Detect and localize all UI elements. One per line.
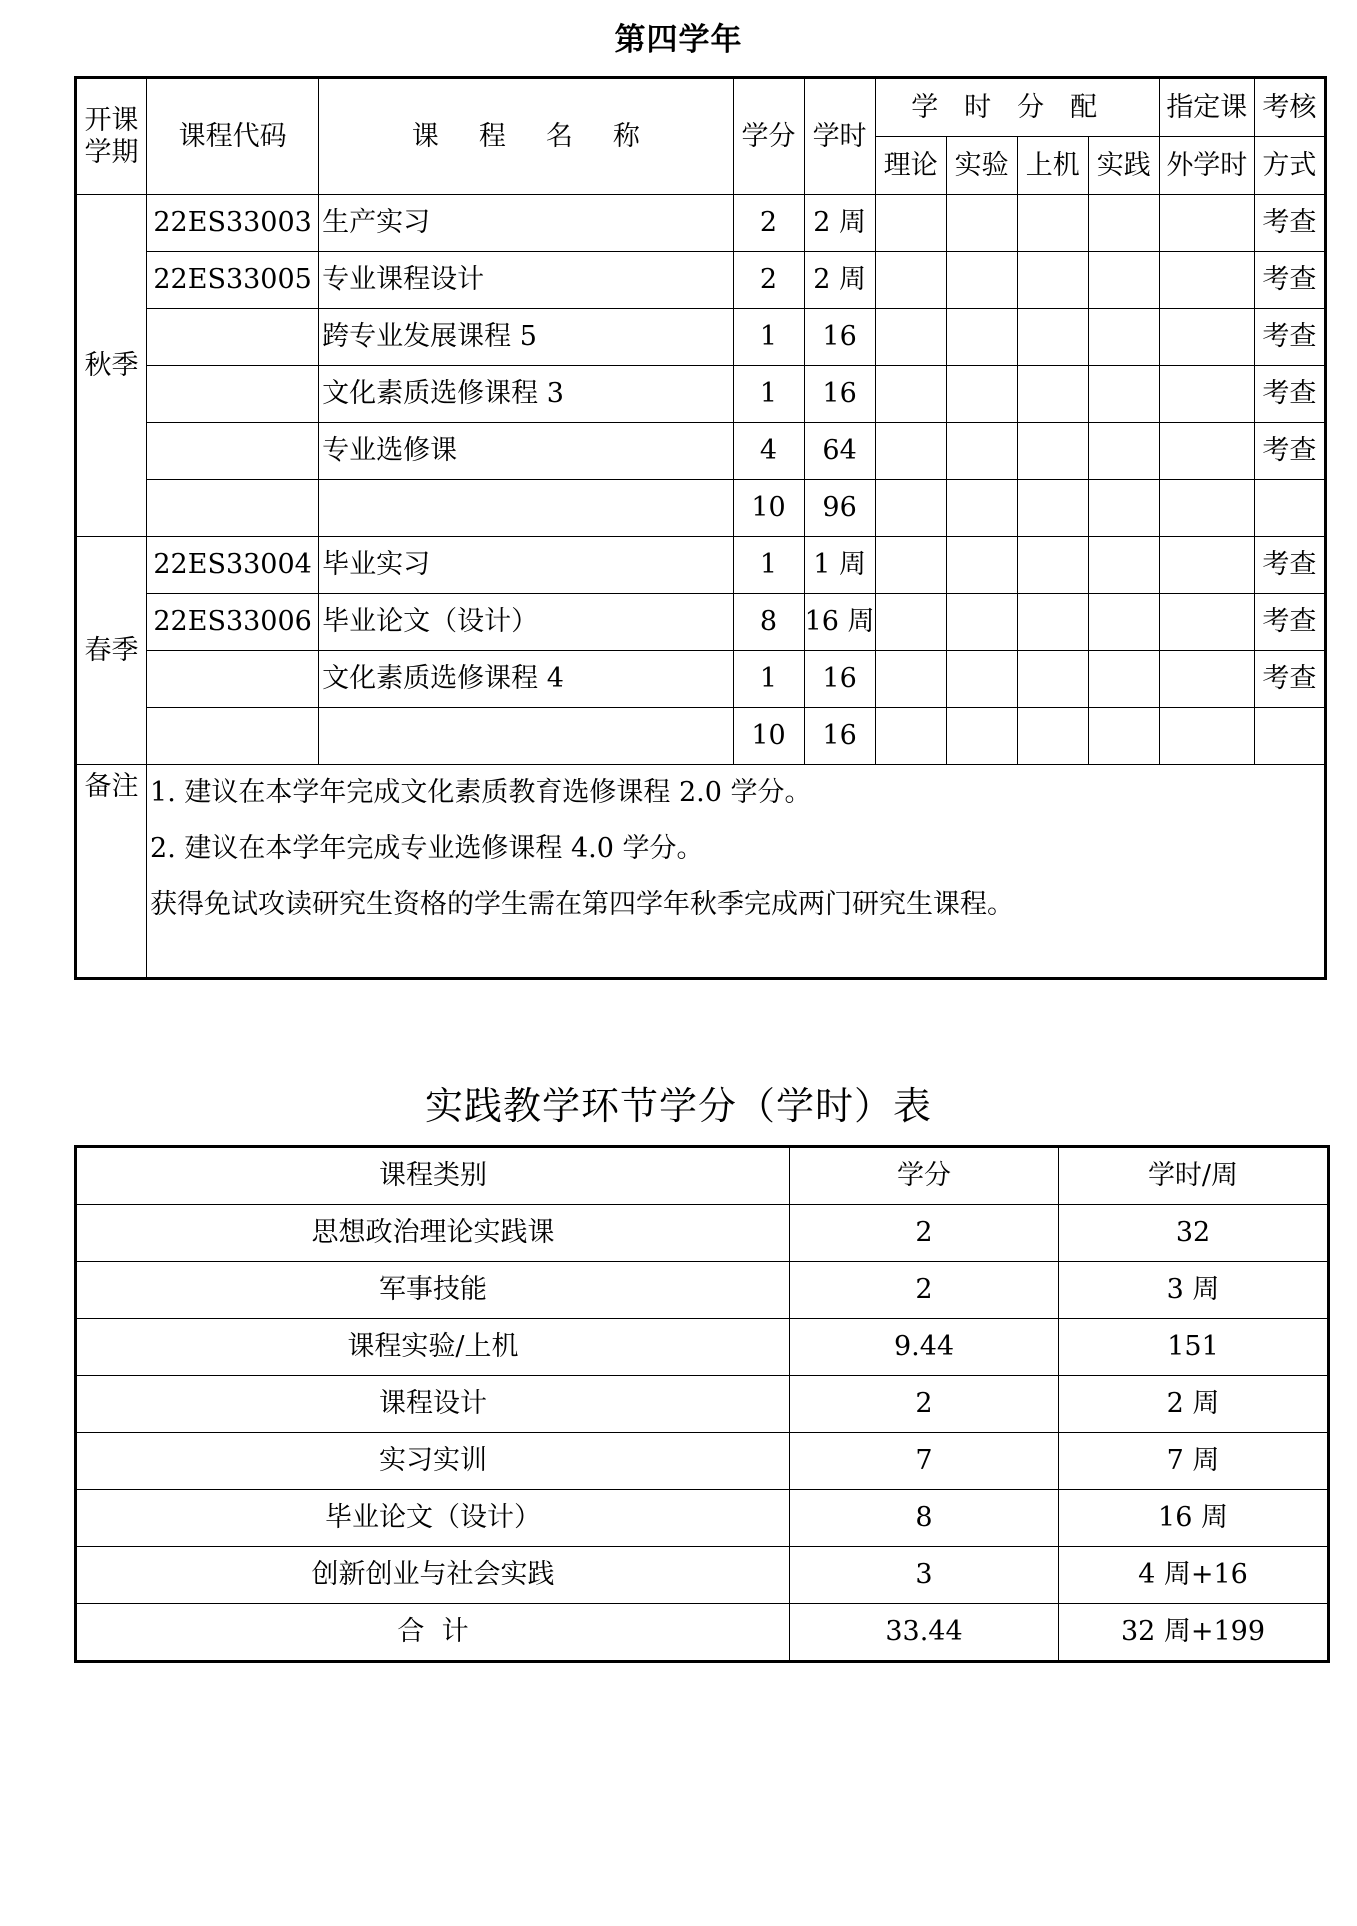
header-hours: 学时 xyxy=(804,78,875,195)
table-row xyxy=(76,651,1326,708)
course-credits: 1 xyxy=(733,651,804,708)
header-assigned-line2: 外学时 xyxy=(1159,137,1254,195)
course-exam: 考查 xyxy=(1254,195,1325,252)
category: 思想政治理论实践课 xyxy=(76,1205,790,1262)
category: 军事技能 xyxy=(76,1262,790,1319)
table-row xyxy=(76,1205,1329,1262)
semester-spring: 春季 xyxy=(76,537,147,765)
total-credits: 33.44 xyxy=(790,1604,1059,1662)
notes-row xyxy=(76,765,1326,822)
header-computer: 上机 xyxy=(1017,137,1088,195)
year-title: 第四学年 xyxy=(614,22,743,58)
hours: 151 xyxy=(1059,1319,1329,1376)
course-code: 22ES33006 xyxy=(147,594,319,651)
header-credits: 学分 xyxy=(790,1147,1059,1205)
credits: 2 xyxy=(790,1262,1059,1319)
semester-autumn: 秋季 xyxy=(76,195,147,537)
total-hours: 32 周+199 xyxy=(1059,1604,1329,1662)
credits: 2 xyxy=(790,1376,1059,1433)
table-row xyxy=(76,309,1326,366)
table-row xyxy=(76,1490,1329,1547)
header-course-code: 课程代码 xyxy=(147,78,319,195)
course-hours: 16 xyxy=(804,309,875,366)
table-row xyxy=(76,1319,1329,1376)
course-credits: 8 xyxy=(733,594,804,651)
table-row xyxy=(76,252,1326,309)
credits: 2 xyxy=(790,1205,1059,1262)
course-code: 22ES33004 xyxy=(147,537,319,594)
course-exam: 考查 xyxy=(1254,651,1325,708)
category: 毕业论文（设计） xyxy=(76,1490,790,1547)
table-row xyxy=(76,594,1326,651)
course-hours: 64 xyxy=(804,423,875,480)
fourth-year-course-table xyxy=(74,76,1327,980)
autumn-subtotal-row xyxy=(76,480,1326,537)
course-name: 跨专业发展课程 5 xyxy=(319,309,733,366)
course-code xyxy=(147,423,319,480)
practice-credits-table xyxy=(74,1145,1330,1663)
hours: 2 周 xyxy=(1059,1376,1329,1433)
note-2: 2. 建议在本学年完成专业选修课程 4.0 学分。 xyxy=(147,821,1326,877)
course-hours: 16 xyxy=(804,366,875,423)
total-row xyxy=(76,1604,1329,1662)
header-experiment: 实验 xyxy=(946,137,1017,195)
category: 创新创业与社会实践 xyxy=(76,1547,790,1604)
credits: 9.44 xyxy=(790,1319,1059,1376)
header-category: 课程类别 xyxy=(76,1147,790,1205)
course-exam: 考查 xyxy=(1254,252,1325,309)
course-code xyxy=(147,309,319,366)
course-hours: 1 周 xyxy=(804,537,875,594)
subtotal-hours: 96 xyxy=(804,480,875,537)
course-credits: 1 xyxy=(733,309,804,366)
category: 实习实训 xyxy=(76,1433,790,1490)
course-hours: 2 周 xyxy=(804,195,875,252)
course-name: 专业选修课 xyxy=(319,423,733,480)
course-credits: 4 xyxy=(733,423,804,480)
category: 课程设计 xyxy=(76,1376,790,1433)
course-name: 毕业实习 xyxy=(319,537,733,594)
header-assigned-line1: 指定课 xyxy=(1159,78,1254,137)
hours: 3 周 xyxy=(1059,1262,1329,1319)
hours: 32 xyxy=(1059,1205,1329,1262)
spring-subtotal-row xyxy=(76,708,1326,765)
course-exam: 考查 xyxy=(1254,594,1325,651)
course-credits: 2 xyxy=(733,195,804,252)
course-code: 22ES33005 xyxy=(147,252,319,309)
header-practice: 实践 xyxy=(1088,137,1159,195)
hours: 16 周 xyxy=(1059,1490,1329,1547)
subtotal-credits: 10 xyxy=(733,480,804,537)
subtotal-hours: 16 xyxy=(804,708,875,765)
practice-table-title: 实践教学环节学分（学时）表 xyxy=(424,1084,932,1128)
note-1: 1. 建议在本学年完成文化素质教育选修课程 2.0 学分。 xyxy=(147,765,1326,822)
credits: 3 xyxy=(790,1547,1059,1604)
table-row xyxy=(76,1547,1329,1604)
header-theory: 理论 xyxy=(875,137,946,195)
header-course-name: 课程名称 xyxy=(319,78,733,195)
notes-label: 备注 xyxy=(76,765,147,979)
course-hours: 2 周 xyxy=(804,252,875,309)
table-row xyxy=(76,423,1326,480)
total-label: 合 计 xyxy=(76,1604,790,1662)
header-exam-line2: 方式 xyxy=(1254,137,1325,195)
course-credits: 1 xyxy=(733,537,804,594)
course-name: 文化素质选修课程 3 xyxy=(319,366,733,423)
table-row xyxy=(76,1433,1329,1490)
course-exam: 考查 xyxy=(1254,537,1325,594)
course-exam: 考查 xyxy=(1254,423,1325,480)
category: 课程实验/上机 xyxy=(76,1319,790,1376)
table-row xyxy=(76,195,1326,252)
course-name: 文化素质选修课程 4 xyxy=(319,651,733,708)
course-credits: 2 xyxy=(733,252,804,309)
table-row xyxy=(76,1376,1329,1433)
header-hours-weeks: 学时/周 xyxy=(1059,1147,1329,1205)
course-exam: 考查 xyxy=(1254,309,1325,366)
course-code xyxy=(147,651,319,708)
credits: 8 xyxy=(790,1490,1059,1547)
header-semester: 开课学期 xyxy=(76,78,147,195)
header-exam-line1: 考核 xyxy=(1254,78,1325,137)
subtotal-credits: 10 xyxy=(733,708,804,765)
table-row xyxy=(76,1262,1329,1319)
table-row xyxy=(76,537,1326,594)
course-name: 毕业论文（设计） xyxy=(319,594,733,651)
hours: 7 周 xyxy=(1059,1433,1329,1490)
hours: 4 周+16 xyxy=(1059,1547,1329,1604)
course-exam: 考查 xyxy=(1254,366,1325,423)
course-hours: 16 周 xyxy=(804,594,875,651)
course-name: 专业课程设计 xyxy=(319,252,733,309)
course-hours: 16 xyxy=(804,651,875,708)
course-code xyxy=(147,366,319,423)
header-hour-distribution: 学时分配 xyxy=(875,78,1159,137)
course-credits: 1 xyxy=(733,366,804,423)
course-code: 22ES33003 xyxy=(147,195,319,252)
table-row xyxy=(76,366,1326,423)
credits: 7 xyxy=(790,1433,1059,1490)
course-name: 生产实习 xyxy=(319,195,733,252)
header-credits: 学分 xyxy=(733,78,804,195)
note-3: 获得免试攻读研究生资格的学生需在第四学年秋季完成两门研究生课程。 xyxy=(147,877,1326,933)
